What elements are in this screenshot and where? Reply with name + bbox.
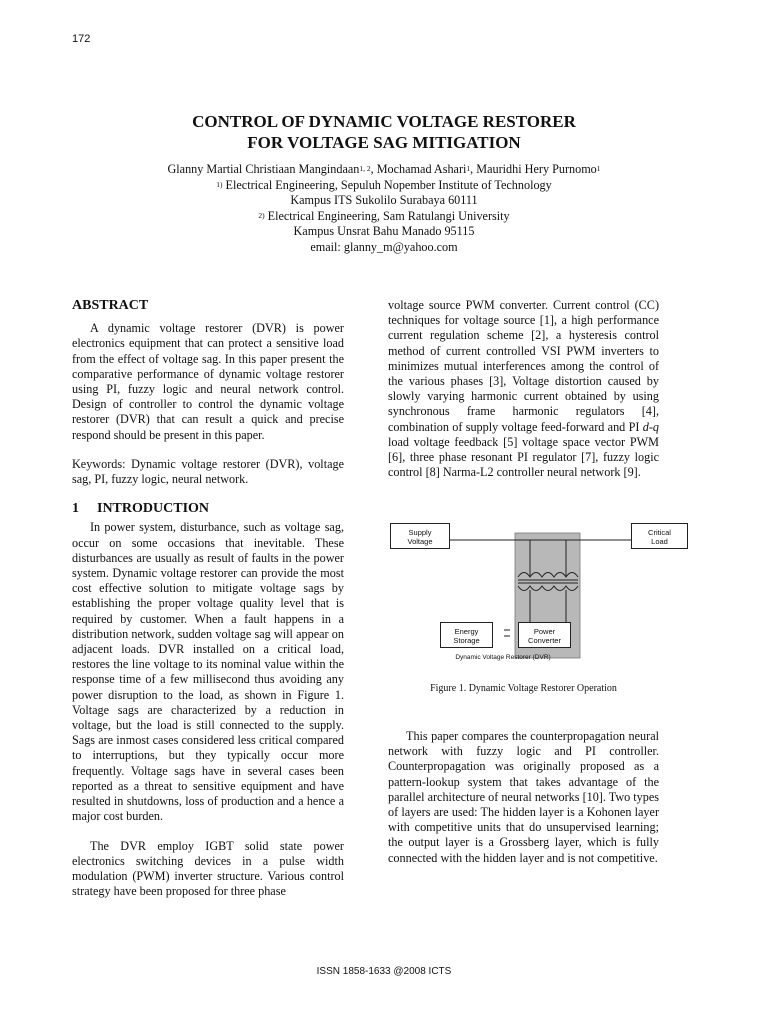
dq-term: d-q	[642, 419, 659, 434]
affiliation-1-mark: 1)	[216, 179, 223, 189]
affiliation-2-name: Electrical Engineering, Sam Ratulangi University	[264, 208, 510, 223]
right-paragraph-2: This paper compares the counterpropagation neural network with fuzzy logic and PI controller. Counterpropagation was originally proposed as a pattern-lookup system that takes advantage of the parallel architecture of neural networks [10]. Two types of layers are used: The hidden layer is a Kohonen layer with competitive units that do unsupervised learning; the output layer is a Grossberg layer, which is fully connected with the hidden layer and is not competitive.	[388, 729, 660, 865]
author-1-affil: 1, 2	[359, 164, 371, 173]
right-column-lower	[388, 729, 659, 866]
affiliation-2	[0, 209, 768, 225]
author-3-affil: 1	[596, 164, 601, 173]
supply-label-1: Supply	[408, 528, 432, 537]
right-paragraph-1-b: load voltage feedback [5] voltage space vector PWM [6], three phase resonant PI regulator [7], fuzzy logic control [8] Narma-L2 controller neural network [9].	[388, 434, 659, 480]
supply-label-2: Voltage	[407, 537, 433, 546]
intro-number: 1	[72, 501, 79, 517]
right-paragraph-1	[388, 298, 659, 480]
intro-heading	[72, 501, 344, 516]
author-list	[0, 162, 768, 178]
intro-title: INTRODUCTION	[97, 501, 210, 517]
storage-label-1: Energy	[454, 627, 479, 636]
affiliation-1-name: Electrical Engineering, Sepuluh Nopember Institute of Technology	[222, 177, 552, 192]
dvr-label: Dynamic Voltage Restorer (DVR)	[455, 654, 551, 661]
affiliation-2-address: Kampus Unsrat Bahu Manado 95115	[293, 224, 475, 238]
figure-1	[388, 520, 688, 665]
affiliation-1	[0, 178, 768, 194]
abstract-body: A dynamic voltage restorer (DVR) is power electronics equipment that can protect a sensitive load from the effect of voltage sag. In this paper present the comparative performance of dynamic voltage restorer using PI, fuzzy logic and neural network control. Design of controller to control the dynamic voltage restorer (DVR) that can result a quick and precise respond should be present in this paper.	[72, 321, 344, 442]
figure-caption: Figure 1. Dynamic Voltage Restorer Operation	[430, 683, 617, 694]
converter-label-2: Converter	[528, 636, 561, 645]
author-1: Glanny Martial Christiaan Mangindaan	[167, 162, 360, 176]
page-number: 172	[72, 33, 91, 45]
affiliation-1-address: Kampus ITS Sukolilo Surabaya 60111	[290, 193, 478, 207]
author-3: , Mauridhi Hery Purnomo	[470, 162, 597, 176]
abstract-heading: ABSTRACT	[72, 298, 149, 313]
author-email: email: glanny_m@yahoo.com	[310, 239, 458, 254]
load-label-1: Critical	[648, 528, 671, 537]
supply-voltage-box	[390, 523, 450, 549]
power-converter-box	[518, 622, 571, 648]
converter-label-1: Power	[533, 627, 556, 636]
author-2-affil: 1	[466, 164, 471, 173]
intro-paragraph-2: The DVR employ IGBT solid state power electronics switching devices in a pulse width modulation (PWM) inverter structure. Various control strategy have been proposed for three phase	[72, 838, 344, 899]
energy-storage-box	[440, 622, 493, 648]
author-2: , Mochamad Ashari	[370, 162, 467, 176]
load-label-2: Load	[651, 537, 668, 546]
title-line-1: CONTROL OF DYNAMIC VOLTAGE RESTORER	[192, 112, 576, 131]
intro-paragraph-1: In power system, disturbance, such as voltage sag, occur on some occasions that inevitable. These disturbances are usually as result of faults in the power system. Dynamic voltage restorer can provide the most cost effective solution to mitigate voltage sags by establishing the proper voltage quality level that is required by customer. When a fault happens in a distribution network, sudden voltage sag will appear on adjacent loads. DVR installed on a critical load, restores the line voltage to its nominal value within the response time of a few millisecond thus avoiding any power disruption to the load, as shown in Figure 1. Voltage sags are characterized by a reduction in voltage, but the load is still connected to the supply. Sags are inmost cases considered less critical compared to interruptions, but they typically occur more frequently. Voltage sags have in several cases been reported as a threat to sensitive equipment and have resulted in shutdowns, loss of production and a hence a major cost burden.	[72, 520, 344, 824]
affiliation-2-mark: 2)	[258, 210, 265, 220]
left-column	[72, 298, 344, 899]
right-column	[388, 298, 659, 480]
paper-title	[0, 111, 768, 153]
right-paragraph-1-a: voltage source PWM converter. Current control (CC) techniques for voltage source [1], a high performance current regulation scheme [2], a hysteresis control method of current controlled VSI PWM inverters to minimizes mutual interferences among the control of the various phases [3], Voltage distortion caused by slowly varying harmonic current obtained by using synchronous frame harmonic regulators [4], combination of supply voltage feed-forward and PI	[388, 298, 659, 434]
keywords: Keywords: Dynamic voltage restorer (DVR), voltage sag, PI, fuzzy logic, neural network.	[72, 456, 344, 487]
author-block	[0, 162, 768, 255]
title-line-2: FOR VOLTAGE SAG MITIGATION	[247, 133, 521, 152]
storage-label-2: Storage	[453, 636, 480, 645]
critical-load-box	[631, 523, 688, 549]
page-footer: ISSN 1858-1633 @2008 ICTS	[316, 966, 452, 977]
